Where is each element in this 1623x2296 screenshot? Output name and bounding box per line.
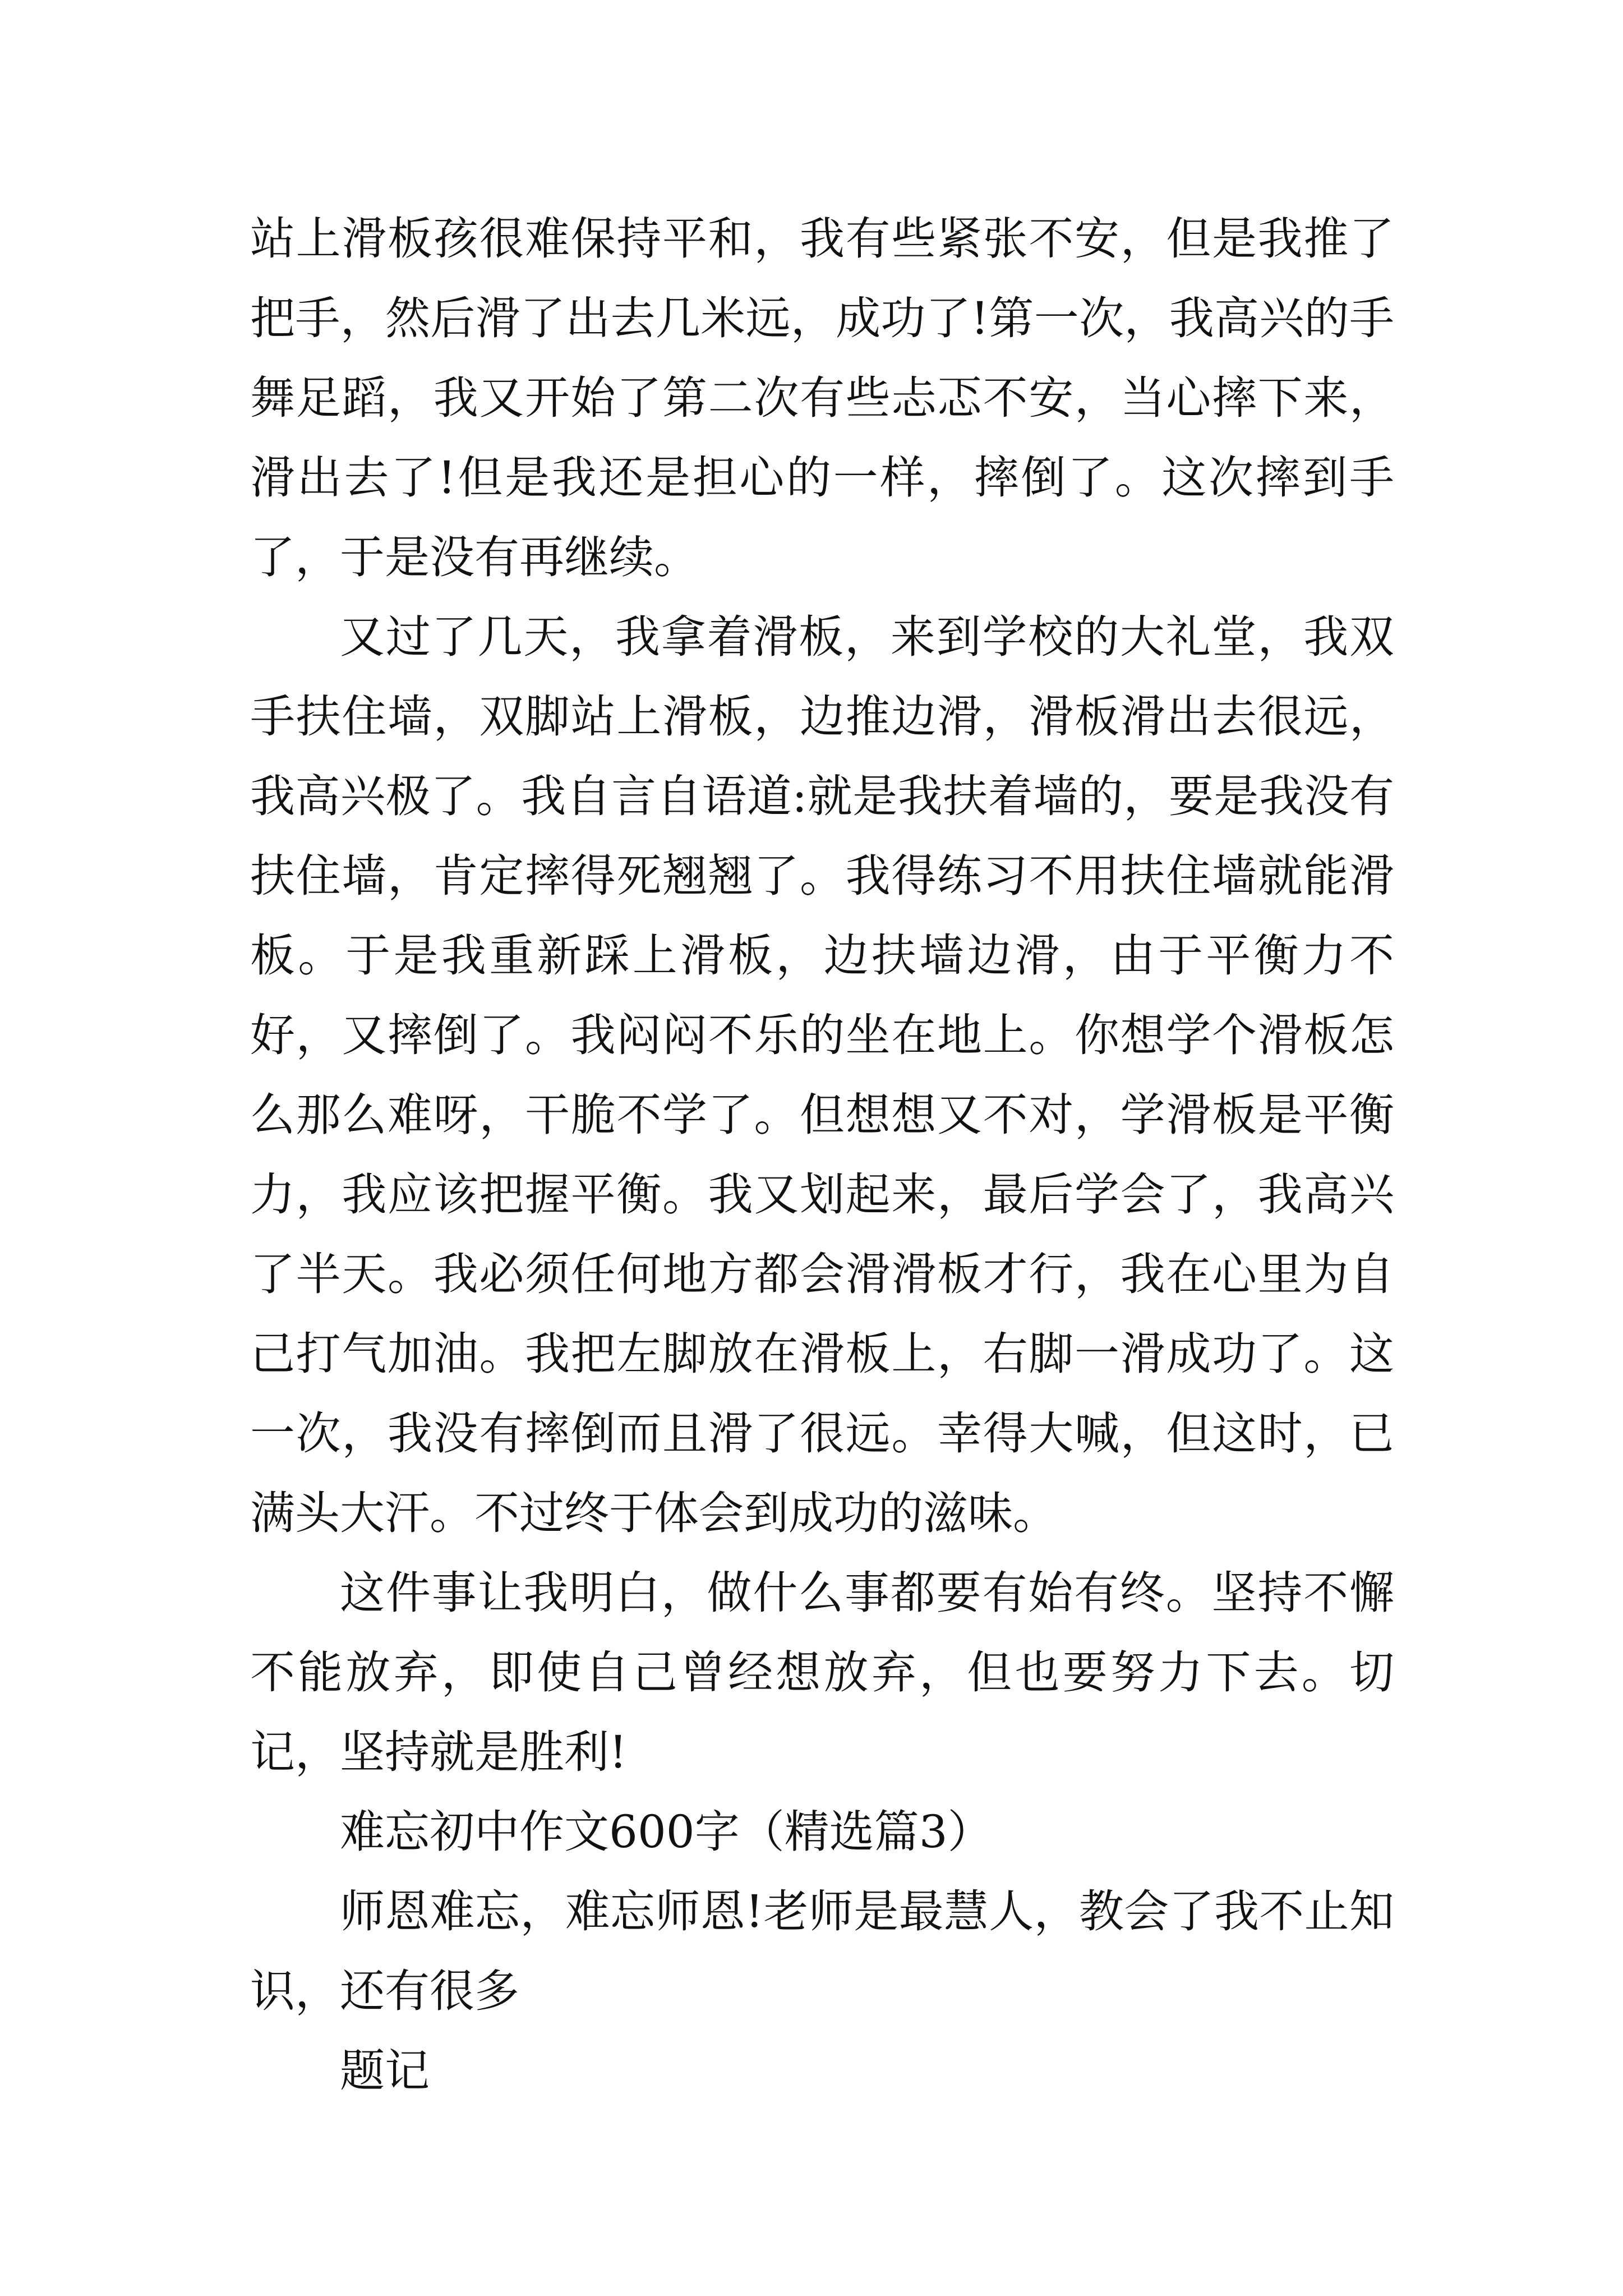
paragraph-teacher-intro: 师恩难忘，难忘师恩!老师是最慧人，教会了我不止知识，还有很多: [250, 1885, 1394, 2017]
essay-heading: 难忘初中作文600字（精选篇3）: [340, 1806, 993, 1858]
document-body: [250, 199, 1394, 2111]
paragraph-skateboard-first-try: 站上滑板孩很难保持平和，我有些紧张不安，但是我推了把手，然后滑了出去几米远，成功了!第一次，我高兴的手舞足蹈，我又开始了第二次有些忐忑不安，当心摔下来，滑出去了!但是我还是担心的一样，摔倒了。这次摔到手了，于是没有再继续。: [250, 213, 1394, 583]
paragraph-skateboard-practice: 又过了几天，我拿着滑板，来到学校的大礼堂，我双手扶住墙，双脚站上滑板，边推边滑，滑板滑出去很远，我高兴极了。我自言自语道:就是我扶着墙的，要是我没有扶住墙，肯定摔得死翘翘了。我得练习不用扶住墙就能滑板。于是我重新踩上滑板，边扶墙边滑，由于平衡力不好，又摔倒了。我闷闷不乐的坐在地上。你想学个滑板怎么那么难呀，干脆不学了。但想想又不对，学滑板是平衡力，我应该把握平衡。我又划起来，最后学会了，我高兴了半天。我必须任何地方都会滑滑板才行，我在心里为自己打气加油。我把左脚放在滑板上，右脚一滑成功了。这一次，我没有摔倒而且滑了很远。幸得大喊，但这时，已满头大汗。不过终于体会到成功的滋味。: [250, 611, 1394, 1539]
paragraph-lesson-learned: 这件事让我明白，做什么事都要有始有终。坚持不懈不能放弃，即使自己曾经想放弃，但也要努力下去。切记，坚持就是胜利!: [250, 1567, 1394, 1778]
epigraph-label: 题记: [340, 2045, 430, 2097]
